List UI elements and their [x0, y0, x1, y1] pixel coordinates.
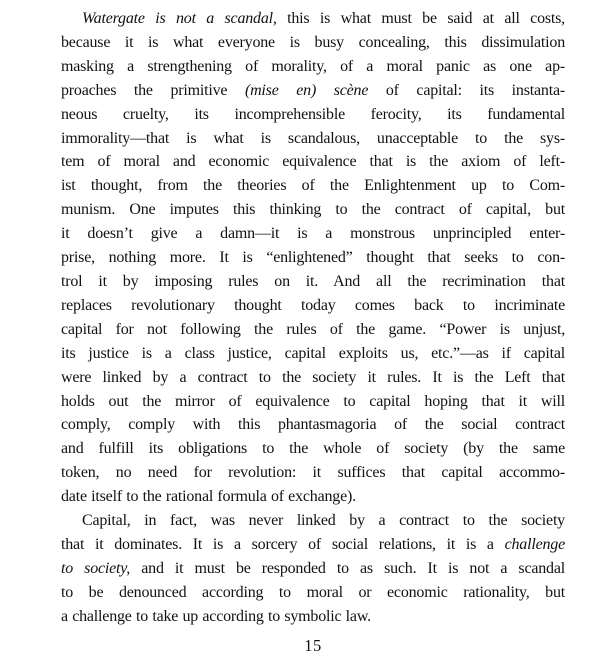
text-line — [61, 174, 565, 198]
text-line — [61, 270, 565, 294]
text-segment: date itself to the rational formula of exchange). — [61, 488, 356, 506]
text-segment: tem of moral and economic equivalence that is the axiom of left- — [61, 153, 565, 171]
text-line — [61, 533, 565, 557]
text-line — [61, 485, 565, 509]
text-segment: ist thought, from the theories of the Enlightenment up to Com- — [61, 177, 565, 195]
page-number: 15 — [304, 636, 322, 655]
text-line — [61, 390, 565, 414]
text-line — [61, 366, 565, 390]
text-segment: and it must be responded to as such. It is not a scandal — [130, 559, 566, 577]
text-segment: a challenge to take up according to symbolic law. — [61, 607, 371, 625]
italic-text-segment: (mise en) scène — [244, 81, 369, 99]
text-segment: immorality—that is what is scandalous, unacceptable to the sys- — [61, 129, 565, 147]
text-segment: proaches the primitive — [61, 81, 245, 99]
text-segment: and fulfill its obligations to the whole of society (by the same — [61, 440, 565, 458]
text-segment: masking a strengthening of morality, of a moral panic as one ap- — [61, 57, 565, 75]
text-line — [61, 413, 565, 437]
text-segment: prise, nothing more. It is “enlightened” thought that seeks to con- — [61, 249, 565, 267]
italic-text-segment: challenge — [504, 535, 565, 553]
text-segment: its justice is a class justice, capital exploits us, etc.”—as if capital — [61, 344, 565, 362]
paragraph — [61, 7, 565, 509]
text-segment: because it is what everyone is busy concealing, this dissimulation — [61, 33, 565, 51]
paragraph — [61, 509, 565, 629]
text-block — [61, 7, 565, 629]
text-line — [61, 294, 565, 318]
text-segment: munism. One imputes this thinking to the contract of capital, but — [61, 201, 565, 219]
text-line — [61, 198, 565, 222]
text-line — [61, 318, 565, 342]
text-segment: capital for not following the rules of the game. “Power is unjust, — [61, 320, 565, 338]
text-segment: of capital: its instanta- — [368, 81, 565, 99]
text-segment: neous cruelty, its incomprehensible ferocity, its fundamental — [61, 105, 565, 123]
text-line — [61, 557, 565, 581]
text-line — [61, 7, 565, 31]
text-line — [61, 342, 565, 366]
text-line — [61, 103, 565, 127]
text-line — [61, 246, 565, 270]
text-line — [61, 55, 565, 79]
text-line — [61, 150, 565, 174]
text-line — [61, 127, 565, 151]
text-line — [61, 581, 565, 605]
italic-text-segment: to society, — [61, 559, 131, 577]
text-line — [61, 605, 565, 629]
text-line — [61, 31, 565, 55]
text-segment: that it dominates. It is a sorcery of social relations, it is a — [61, 535, 505, 553]
text-line — [61, 222, 565, 246]
text-segment: comply, comply with this phantasmagoria of the social contract — [61, 416, 565, 434]
text-segment: were linked by a contract to the society it rules. It is the Left that — [61, 368, 565, 386]
text-line — [61, 509, 565, 533]
text-segment: this is what must be said at all costs, — [276, 10, 565, 27]
text-segment: holds out the mirror of equivalence to capital hoping that it will — [61, 392, 565, 410]
text-segment: token, no need for revolution: it suffices that capital accommo- — [61, 464, 565, 482]
text-segment: replaces revolutionary thought today comes back to incriminate — [61, 296, 565, 314]
text-line — [61, 79, 565, 103]
text-segment: it doesn’t give a damn—it is a monstrous unprincipled enter- — [61, 225, 565, 243]
italic-text-segment: Watergate is not a scandal, — [82, 10, 277, 27]
text-segment: to be denounced according to moral or economic rationality, but — [61, 583, 565, 601]
text-line — [61, 437, 565, 461]
text-segment: trol it by imposing rules on it. And all the recrimination that — [61, 272, 565, 290]
text-line — [61, 461, 565, 485]
text-segment: Capital, in fact, was never linked by a contract to the society — [82, 512, 565, 530]
